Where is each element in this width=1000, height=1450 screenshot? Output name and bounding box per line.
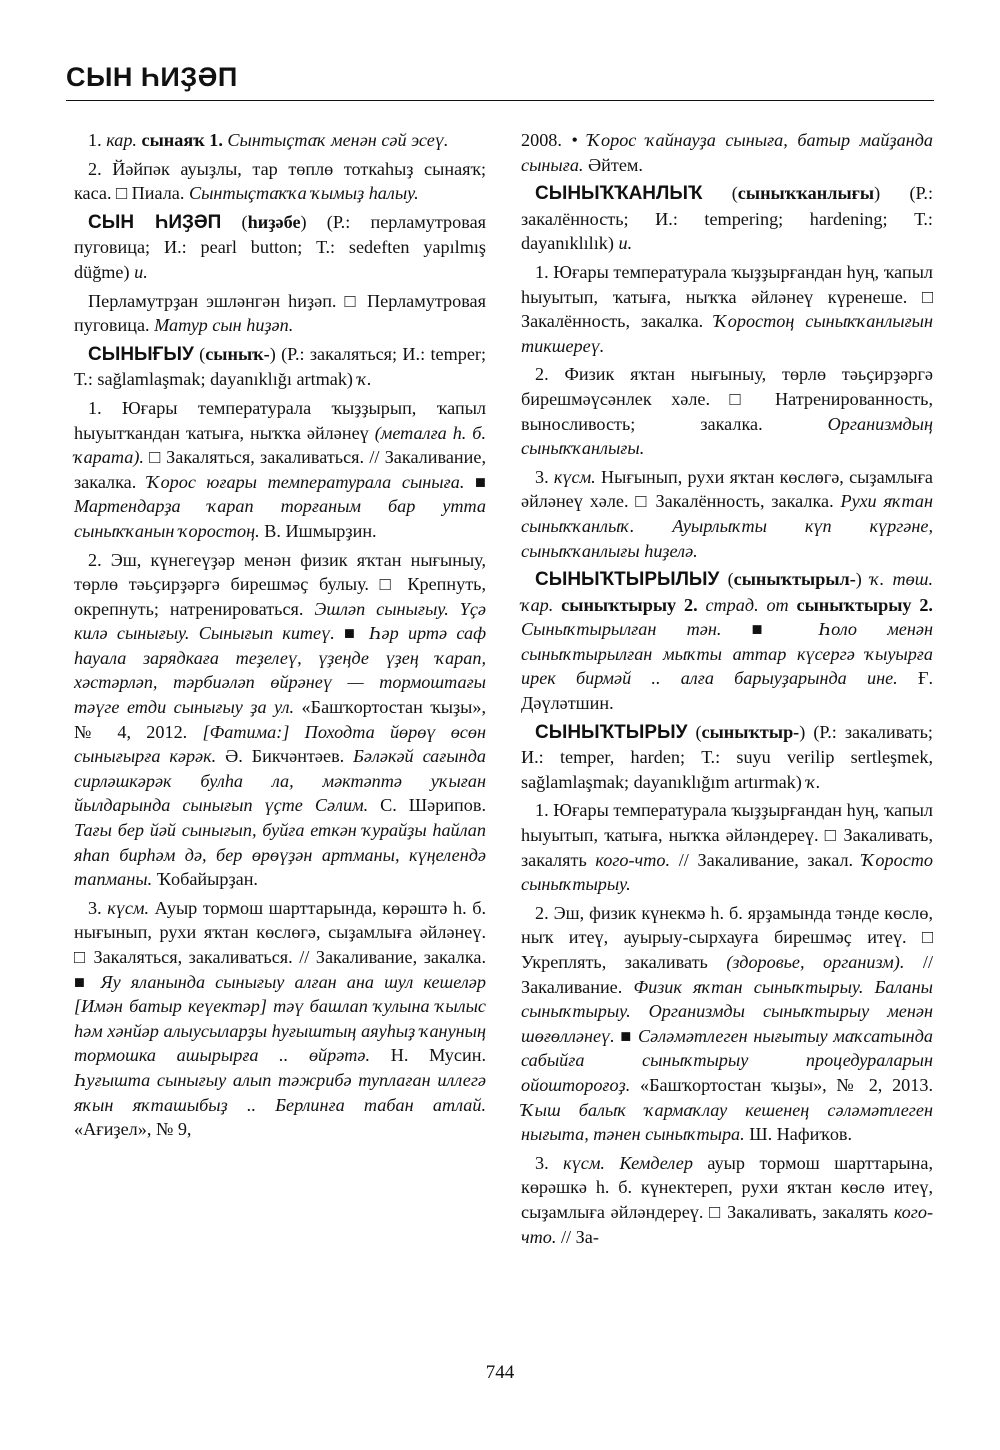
text-run: «Ағиҙел», № 9,: [74, 1119, 192, 1140]
entry-paragraph: [521, 128, 933, 177]
text-run: Эшләп сынығыу. Үҫә килә сынығыу. Сынығып китеү.: [74, 598, 486, 644]
text-run: и.: [134, 261, 148, 282]
entry-paragraph: [521, 798, 933, 896]
text-run: күсм.: [553, 466, 596, 487]
entry-paragraph: [74, 128, 486, 153]
entry-paragraph: [521, 1151, 933, 1249]
text-run: страд. от: [697, 594, 789, 615]
text-run: сыныҡтырыу 2.: [788, 594, 933, 615]
text-run: Матур сын һиҙәп.: [154, 315, 294, 336]
entry-paragraph: [521, 362, 933, 460]
text-run: [Фатима:] Походта йөрөү өсөн сынығырға кәрәк.: [74, 721, 486, 767]
text-run: Кемделер: [619, 1152, 693, 1173]
text-run: Тағы бер йәй сынығып, буйға еткән ҡурайҙы һайлап яһап бирһәм дә, бер өрөүҙән артманы, күңелендә тапманы.: [74, 820, 486, 890]
text-run: сыныҡтырыл-: [733, 569, 856, 590]
text-run: Сәләмәтлеген нығытыу маҡсатында сабыйға сыныҡтырыу процедураларын ойоштороғоҙ.: [521, 1025, 933, 1095]
text-run: Ҡоросто сыныҡтырыу.: [521, 849, 933, 895]
text-run: ■: [464, 471, 486, 492]
running-head: СЫН ҺИҘӘП: [66, 62, 238, 92]
entry-paragraph: [74, 396, 486, 544]
text-run: ауыр тормош шарттарына, көрәшкә һ. б. күнектереп, рухи яҡтан көслө итеү, сыҙамлыға әйләндереү. □ Закаливать, закалять: [521, 1152, 933, 1222]
text-run: ■: [334, 623, 369, 644]
text-run: // Закаливание, закал.: [670, 849, 862, 870]
text-run: Һуғышта сынығыу алып тәжрибә туплаған иллегә яҡын яҡташыбыҙ .. Берлинға табан атлай.: [74, 1069, 486, 1115]
text-run: Ауыр тормош шарттарында, көрәштә һ. б. нығынып, рухи яҡтан көслөгә, сыҙамлыға әйләнеү. □ Закаляться, закаливаться. // Закаливание, закалка. ■: [74, 897, 487, 992]
text-run: Ғ. Дәүләтшин.: [521, 668, 934, 714]
text-run: Ҡорос ҡайнауҙа сыныға, батыр майҙанда сыныға.: [521, 130, 933, 175]
text-run: 2. Эш, физик күнекмә һ. б. ярҙамында тәнде көслө, ныҡ итеү, ауырыу-сырхауға бирешмәҫ итеү. □ Укреплять, закаливать: [521, 902, 933, 972]
text-run: (здоровье, организм).: [726, 952, 905, 972]
text-run: Мартендарҙа ҡарап торғаным бар утта сыныҡҡанын ҡоростоң.: [74, 496, 486, 541]
entry-paragraph: [521, 901, 933, 1147]
entry-paragraph: [521, 181, 933, 256]
entry-paragraph: [74, 210, 486, 285]
text-run: сыныҡҡанлығы: [737, 183, 875, 204]
text-run: Н. Мусин.: [370, 1045, 486, 1066]
text-run: Нығынып, рухи яҡтан көслөгә, сыҙамлыға әйләнеү хәле. □ Закалённость, закалка.: [521, 466, 933, 512]
text-run: күсм.: [563, 1152, 605, 1173]
text-run: сыныҡтырыу 2.: [553, 594, 698, 615]
text-run: сыныҡтыр-: [701, 721, 800, 742]
text-run: (: [221, 211, 248, 232]
text-run: Әйтем.: [583, 154, 643, 175]
text-run: В. Ишмырҙин.: [259, 520, 377, 541]
text-run: Бәләкәй сағында сирләшкәрәк булһа ла, мәктәптә уҡыған йылдарында сынығып үҫте Сәлим.: [74, 746, 486, 816]
text-run: 3.: [535, 1152, 564, 1173]
text-run: Һоло менән сыныҡтырылған мыҡты аттар күсергә ҡыуырға ирек бирмәй .. алға барыуҙарында ине.: [521, 619, 933, 689]
text-run: (: [687, 721, 702, 742]
text-run: ҡ.: [357, 369, 372, 390]
text-run: ■: [614, 1025, 639, 1046]
text-run: (: [702, 183, 738, 204]
entry-paragraph: [74, 289, 486, 338]
text-run: 1. Юғары температурала ҡыҙҙырғандан һуң, ҡапыл һыуытып, ҡатыға, ныҡҡа әйләндереү. □ Закаливать, закалять: [521, 800, 933, 870]
text-run: [605, 1153, 620, 1173]
text-run: и.: [618, 233, 633, 254]
text-run: Сынтыҫтаҡ менән сәй эсеү.: [222, 130, 449, 150]
text-run: Сынтыҫтаҡҡа ҡымыҙ һалыу.: [188, 183, 419, 204]
text-run: Ҡорос юғары температурала сыныға.: [146, 471, 465, 492]
text-run: (: [193, 343, 206, 364]
entry-paragraph: [74, 157, 486, 206]
text-run: 1.: [88, 130, 107, 150]
entry-paragraph: [521, 567, 933, 716]
text-run: // За-: [556, 1226, 599, 1247]
text-run: кого-что.: [521, 1201, 933, 1247]
text-run: Ә. Бикчәнтәев.: [216, 746, 354, 767]
text-run: ) (Р.: перламутровая пуговица; И.: pearl button; Т.: sedeften yapılmış düğme): [74, 211, 487, 282]
text-run: Сыныҡтырылған тән.: [521, 619, 722, 640]
text-run: сыныҡ-: [205, 343, 270, 364]
text-run: күсм.: [107, 897, 150, 918]
text-run: 3.: [535, 466, 554, 487]
text-run: 3.: [88, 897, 108, 918]
text-run: «Башҡортостан ҡыҙы», № 2, 2013.: [630, 1074, 933, 1095]
text-run: ҡ.: [806, 771, 821, 792]
text-run: 2. Эш, күнегеүҙәр менән физик яҡтан нығыныу, төрлө тәьҫирҙәргә бирешмәҫ булыу. □ Крепнуть, окрепнуть; натренироваться.: [74, 549, 486, 619]
text-run: (металға һ. б. ҡарата).: [74, 422, 486, 468]
headword: СЫНЫҠТЫРЫУ: [535, 721, 688, 743]
text-run: кого-что.: [595, 849, 671, 870]
right-column: [521, 128, 933, 1253]
text-run: ) (Р.: закалённость; И.: tempering; hardening; Т.: dayanıklılık): [521, 183, 933, 254]
entry-paragraph: [521, 260, 933, 358]
text-run: кар.: [106, 130, 137, 150]
text-run: 1. Юғары температурала ҡыҙҙырғандан һуң, ҡапыл һыуытып, ҡатыға, ныҡҡа әйләнеү күренеше. □ Закалённость, закалка.: [521, 261, 933, 332]
headword: СЫН ҺИҘӘП: [88, 211, 222, 233]
text-run: 1. Юғары температурала ҡыҙҙырып, ҡапыл һыуытҡандан ҡатыға, ныҡҡа әйләнеү: [74, 397, 486, 443]
text-run: С. Шәрипов.: [368, 795, 487, 816]
text-run: һиҙәбе: [247, 211, 301, 232]
text-run: Рухи яҡтан сыныҡҡанлыҡ. Ауырлыҡты күп күргәне, сыныҡҡанлығы һиҙелә.: [521, 491, 933, 561]
text-run: ■: [721, 619, 819, 640]
headword: СЫНЫҒЫУ: [88, 343, 194, 365]
text-run: Һәр иртә саф һауала зарядкаға теҙелеү, үҙеңде үҙең ҡарап, хәстәрләп, тәрбиәләп өйрәнеү — тормоштағы тәүге етди сынығыу ҙа ул.: [74, 623, 486, 718]
text-run: «Башҡортостан ҡыҙы», № 4, 2012.: [74, 697, 486, 742]
text-run: 2008. •: [521, 130, 588, 150]
left-column: [74, 128, 486, 1146]
text-run: Организмдың сыныҡҡанлығы.: [521, 413, 933, 459]
text-run: Перламутрҙан эшләнгән һиҙәп. □ Перламутровая пуговица.: [74, 290, 486, 336]
headword: СЫНЫҠҠАНЛЫҠ: [535, 183, 703, 205]
text-run: □ Закаляться, закаливаться. // Закаливание, закалка.: [74, 447, 486, 492]
text-run: ҡ. төш. ҡар.: [521, 569, 933, 615]
text-run: Ҡобайырҙан.: [152, 869, 258, 890]
text-run: Ҡыш балыҡ ҡармаҡлау кешенең сәләмәтлеген нығыта, тәнен сыныҡтыра.: [521, 1099, 933, 1145]
text-run: ): [855, 569, 871, 590]
text-run: ) (Р.: закаливать; И.: temper, harden; Т.: suyu verilip sertleşmek, sağlamlaşmak; dayanıklığım artırmak): [521, 721, 933, 792]
text-run: Ш. Нафиҡов.: [744, 1124, 853, 1145]
headword: СЫНЫҠТЫРЫЛЫУ: [535, 569, 720, 591]
entry-paragraph: [521, 465, 933, 563]
text-run: Ҡоростоң сыныҡҡанлығын тикшереү.: [521, 311, 934, 356]
text-run: Яу яланында сынығыу алған ана шул кешеләр [Имән батыр кеүектәр] тәү башлап ҡулына ҡылыс һәм хәнйәр алыусыларҙы һуғыштың аяуһыҙ ҡануның тормошка ашырырға .. өйрәтә.: [74, 971, 486, 1066]
text-run: (: [719, 569, 734, 590]
text-run: // Закаливание.: [521, 952, 933, 997]
entry-paragraph: [74, 342, 486, 392]
text-run: Физик яҡтан сыныҡтырыу. Баланы сыныҡтырыу. Организмды сыныҡтырыу менән шөғөлләнеү.: [521, 976, 933, 1046]
entry-paragraph: [74, 896, 486, 1142]
text-run: сынаяҡ 1.: [136, 130, 223, 150]
text-run: ) (Р.: закаляться; И.: temper; Т.: sağlamlaşmak; dayanıklığı artmak): [74, 343, 487, 390]
text-run: 2. Физик яҡтан нығыныу, төрлө тәьҫирҙәргә бирешмәүсәнлек хәле. □ Натренированность, выносливость; закалка.: [521, 364, 933, 434]
text-run: 2. Йәйпәк ауыҙлы, тар төплө тоткаһыҙ сынаяҡ; каса. □ Пиала.: [74, 158, 486, 204]
entry-paragraph: [521, 720, 933, 795]
entry-paragraph: [74, 548, 486, 892]
page-number: 744: [485, 1362, 515, 1383]
header-rule: [66, 100, 934, 101]
